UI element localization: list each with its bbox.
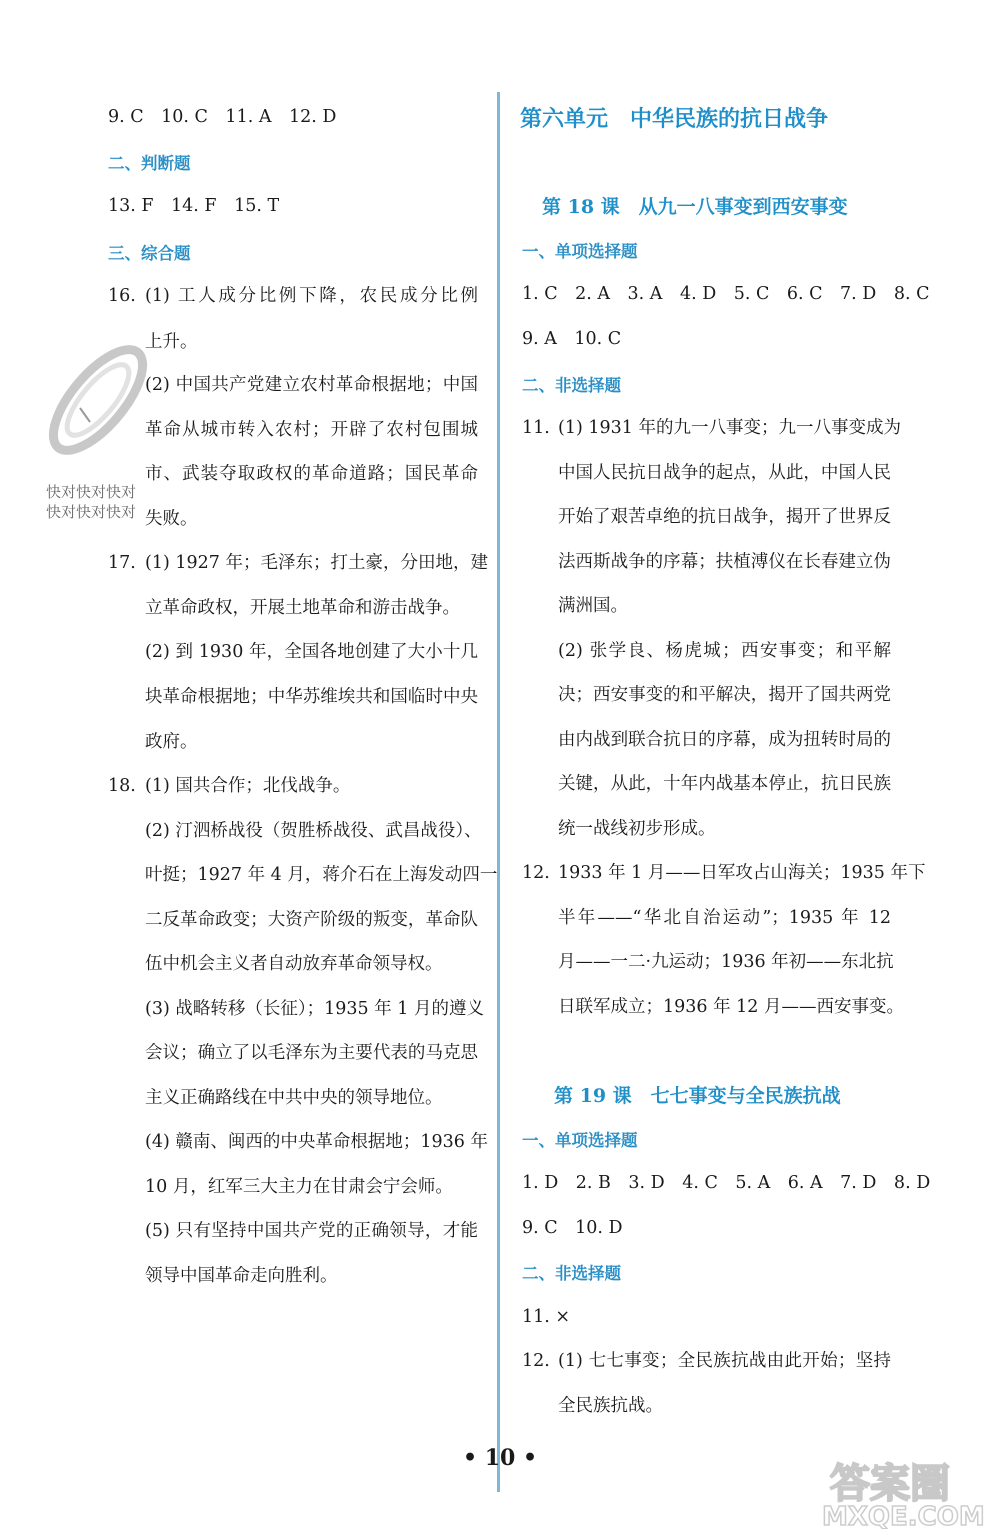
lesson-18-title: 第 18 课 从九一八事变到西安事变 — [542, 196, 848, 218]
lesson-18-section-single-choice: 一、单项选择题 — [522, 242, 638, 261]
section-comprehensive-heading: 三、综合题 — [108, 244, 191, 263]
q18-line: (2) 汀泗桥战役（贺胜桥战役、武昌战役）、 — [145, 821, 482, 841]
q18-line: 领导中国革命走向胜利。 — [145, 1266, 338, 1286]
q11-line: 开始了艰苦卓绝的抗日战争，揭开了世界反 — [558, 507, 891, 527]
q17-line: (2) 到 1930 年，全国各地创建了大小十几 — [145, 642, 478, 662]
q18-number: 18. — [108, 776, 136, 796]
lesson-19-q12-number: 12. — [522, 1351, 550, 1371]
lesson-19-section-non-choice: 二、非选择题 — [522, 1264, 621, 1283]
q11-line: 由内战到联合抗日的序幕，成为扭转时局的 — [558, 730, 891, 750]
site-logo-icon — [790, 1455, 1000, 1529]
lesson-19-q11: 11. × — [522, 1307, 571, 1327]
q18-line: 主义正确路线在中共中央的领导地位。 — [145, 1088, 443, 1108]
q11-line: 统一战线初步形成。 — [558, 819, 716, 839]
q11-line: 中国人民抗日战争的起点，从此，中国人民 — [558, 463, 891, 483]
q16-line: 革命从城市转入农村；开辟了农村包围城 — [145, 420, 478, 440]
q18-line: 二反革命政变；大资产阶级的叛变，革命队 — [145, 910, 478, 930]
unit-title: 第六单元 中华民族的抗日战争 — [520, 107, 829, 132]
answers-9-12: 9. C 10. C 11. A 12. D — [108, 107, 337, 127]
q18-line: (4) 赣南、闽西的中央革命根据地；1936 年 — [145, 1132, 488, 1152]
watermark-text: 快对快对快对 快对快对快对 — [46, 483, 137, 521]
svg-text:答案圈: 答案圈 — [830, 1461, 950, 1507]
lesson-19-answers-1-8: 1. D 2. B 3. D 4. C 5. A 6. A 7. D 8. D — [522, 1173, 931, 1193]
q16-line: 市、武装夺取政权的革命道路；国民革命 — [145, 464, 478, 484]
lesson-19-q12-line: 全民族抗战。 — [558, 1396, 663, 1416]
q16-line: (1) 工人成分比例下降，农民成分比例 — [145, 286, 478, 306]
q11-line: 决；西安事变的和平解决，揭开了国共两党 — [558, 685, 891, 705]
q18-line: (5) 只有坚持中国共产党的正确领导，才能 — [145, 1221, 478, 1241]
q11-line: (1) 1931 年的九一八事变；九一八事变成为 — [558, 418, 901, 438]
q16-line: (2) 中国共产党建立农村革命根据地；中国 — [145, 375, 478, 395]
q17-line: (1) 1927 年；毛泽东；打土豪，分田地，建 — [145, 553, 488, 573]
q18-line: (1) 国共合作；北伐战争。 — [145, 776, 351, 796]
column-divider — [497, 92, 500, 1492]
lesson-19-answers-9-10: 9. C 10. D — [522, 1218, 623, 1238]
q17-number: 17. — [108, 553, 136, 573]
answers-13-15: 13. F 14. F 15. T — [108, 196, 280, 216]
q11-line: (2) 张学良、杨虎城；西安事变；和平解 — [558, 641, 891, 661]
q17-line: 立革命政权，开展土地革命和游击战争。 — [145, 598, 460, 618]
q17-line: 政府。 — [145, 732, 198, 752]
q18-line: 伍中机会主义者自动放弃革命领导权。 — [145, 954, 443, 974]
q11-line: 关键，从此，十年内战基本停止，抗日民族 — [558, 774, 891, 794]
q11-number: 11. — [522, 418, 550, 438]
lesson-19-q12-line: (1) 七七事变；全民族抗战由此开始；坚持 — [558, 1351, 891, 1371]
q11-line: 满洲国。 — [558, 596, 628, 616]
q16-number: 16. — [108, 286, 136, 306]
lesson-18-answers-9-10: 9. A 10. C — [522, 329, 622, 349]
q12-line: 月——一二·九运动；1936 年初——东北抗 — [558, 952, 894, 972]
q11-line: 法西斯战争的序幕；扶植溥仪在长春建立伪 — [558, 552, 891, 572]
q18-line: (3) 战略转移（长征）；1935 年 1 月的遵义 — [145, 999, 484, 1019]
q12-line: 半年——“华北自治运动”；1935 年 12 — [558, 908, 891, 928]
q12-line: 1933 年 1 月——日军攻占山海关；1935 年下 — [558, 863, 926, 883]
lesson-18-answers-1-8: 1. C 2. A 3. A 4. D 5. C 6. C 7. D 8. C — [522, 284, 930, 304]
lesson-19-title: 第 19 课 七七事变与全民族抗战 — [554, 1085, 841, 1107]
q16-line: 失败。 — [145, 509, 198, 529]
q17-line: 块革命根据地；中华苏维埃共和国临时中央 — [145, 687, 478, 707]
page-number: • 10 • — [462, 1445, 538, 1471]
q18-line: 会议；确立了以毛泽东为主要代表的马克思 — [145, 1043, 478, 1063]
svg-text:MXQE.COM: MXQE.COM — [822, 1502, 985, 1529]
q16-line: 上升。 — [145, 332, 198, 352]
lesson-18-section-non-choice: 二、非选择题 — [522, 376, 621, 395]
q18-line: 10 月，红军三大主力在甘肃会宁会师。 — [145, 1177, 453, 1197]
q12-line: 日联军成立；1936 年 12 月——西安事变。 — [558, 997, 904, 1017]
watermark-stamp-icon — [38, 320, 158, 470]
lesson-19-section-single-choice: 一、单项选择题 — [522, 1131, 638, 1150]
section-judge-heading: 二、判断题 — [108, 154, 191, 173]
q18-line: 叶挺；1927 年 4 月，蒋介石在上海发动四一 — [145, 865, 498, 885]
q12-number: 12. — [522, 863, 550, 883]
